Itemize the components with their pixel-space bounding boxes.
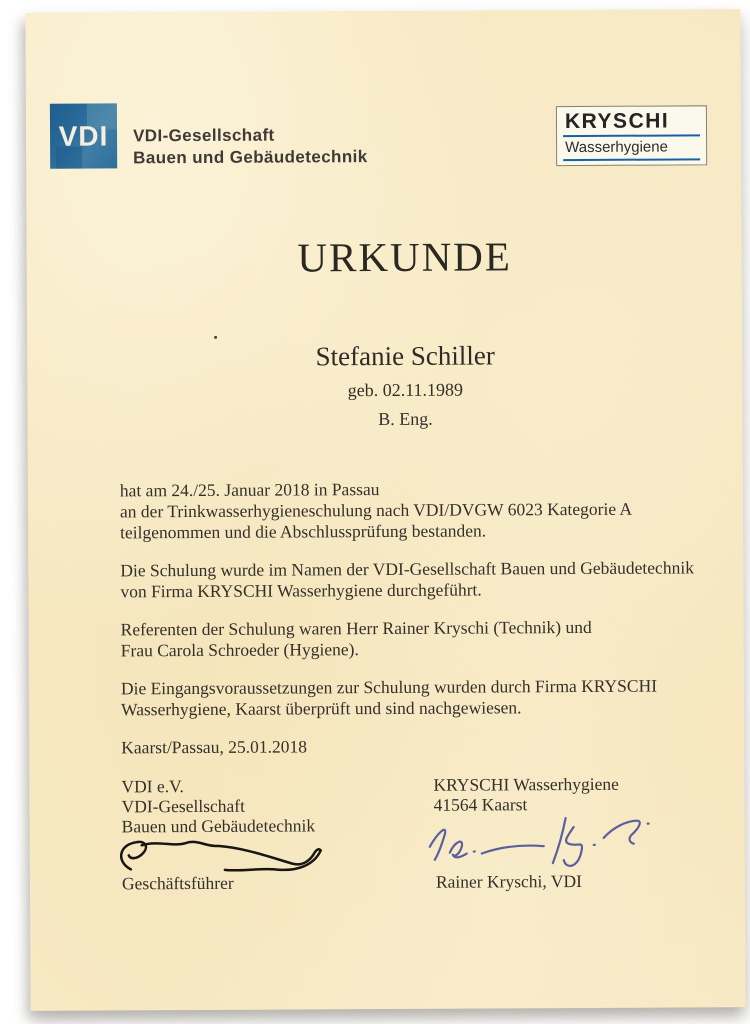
signature-block-left [121, 775, 315, 836]
date-line: Kaarst/Passau, 25.01.2018 [121, 736, 307, 758]
signer-name-right: Rainer Kryschi, VDI [435, 870, 582, 892]
vdi-org-line-2: Bauen und Gebäudetechnik [133, 147, 368, 168]
sig-left-org-line-3: Bauen und Gebäudetechnik [121, 815, 316, 837]
kryschi-divider-bottom [563, 158, 700, 161]
certificate-paper [25, 9, 745, 1011]
body-paragraph [121, 616, 707, 661]
kryschi-logo [556, 105, 707, 166]
body-paragraph [120, 557, 706, 602]
sig-right-org-line-1: KRYSCHI Wasserhygiene [433, 773, 619, 795]
vdi-logo-text: VDI [58, 119, 109, 152]
signer-role-left: Geschäftsführer [121, 872, 234, 894]
body-line: hat am 24./25. Januar 2018 in Passau [119, 479, 380, 501]
certificate-body [120, 477, 707, 758]
recipient-birthdate: geb. 02.11.1989 [347, 379, 464, 401]
vdi-logo [50, 103, 117, 168]
body-line: teilgenommen und die Abschlussprüfung bestanden. [120, 520, 487, 543]
vdi-org-line-1: VDI-Gesellschaft [132, 125, 275, 146]
body-line: Die Eingangsvoraussetzungen zur Schulung wurden durch Firma KRYSCHI [120, 675, 658, 699]
body-line: Referenten der Schulung waren Herr Rainer Kryschi (Technik) und [120, 616, 592, 640]
certificate-title: URKUNDE [297, 233, 513, 281]
ink-speck [214, 336, 217, 339]
vdi-org-name [133, 124, 368, 169]
recipient-name: Stefanie Schiller [315, 340, 495, 372]
body-paragraph [120, 477, 706, 543]
body-line: von Firma KRYSCHI Wasserhygiene durchgeführt. [120, 579, 482, 602]
kryschi-logo-subtitle: Wasserhygiene [565, 138, 668, 157]
sig-left-org-line-2: VDI-Gesellschaft [121, 795, 246, 817]
body-line: an der Trinkwasserhygieneschulung nach VDI/DVGW 6023 Kategorie A [119, 498, 633, 522]
sig-right-org-line-2: 41564 Kaarst [433, 794, 528, 815]
body-line: Die Schulung wurde im Namen der VDI-Gesellschaft Bauen und Gebäudetechnik [120, 557, 694, 581]
body-line: Wasserhygiene, Kaarst überprüft und sind nachgewiesen. [120, 697, 522, 720]
sig-left-org-line-1: VDI e.V. [121, 776, 184, 797]
body-paragraph [121, 675, 707, 720]
signature-scribble-right [422, 808, 660, 871]
kryschi-logo-name: KRYSCHI [564, 109, 670, 134]
body-line: Frau Carola Schroeder (Hygiene). [120, 639, 359, 661]
recipient-degree: B. Eng. [378, 408, 433, 430]
